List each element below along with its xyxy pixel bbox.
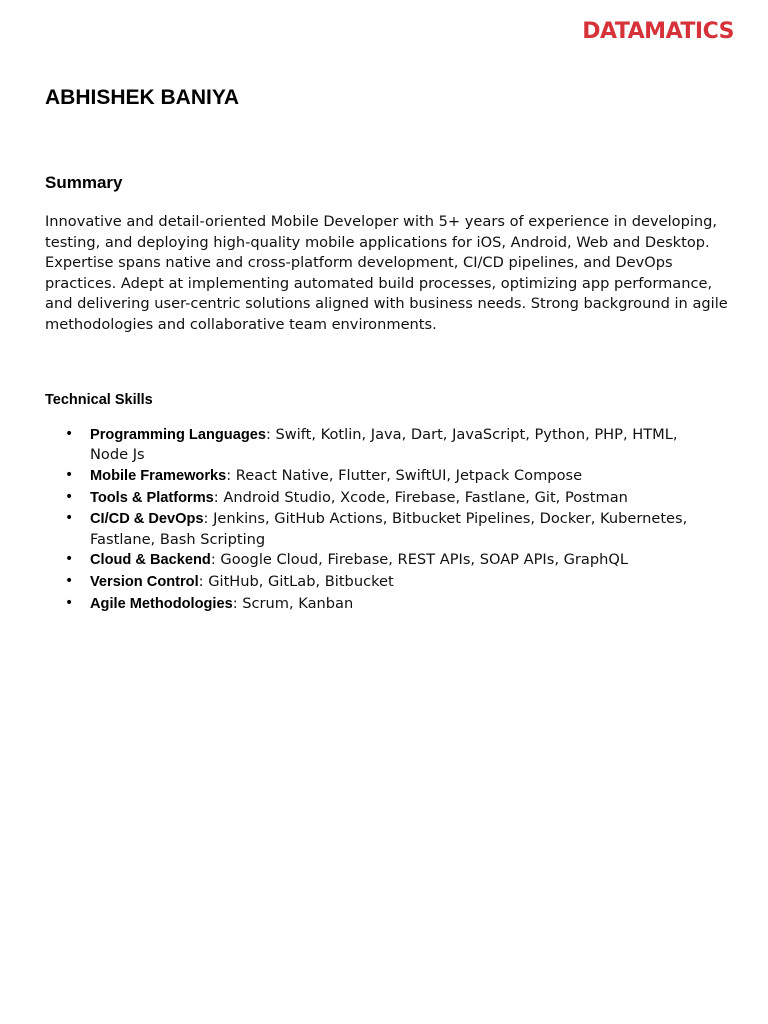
skill-label: Mobile Frameworks <box>90 467 227 484</box>
technical-skills-heading: Technical Skills <box>45 392 153 408</box>
bullet-icon: • <box>65 488 74 505</box>
skill-value: : React Native, Flutter, SwiftUI, Jetpack Compose <box>226 466 583 484</box>
bullet-icon: • <box>65 572 74 589</box>
company-logo: DATAMATICS <box>582 19 734 44</box>
skill-value: : GitHub, GitLab, Bitbucket <box>198 572 394 590</box>
bullet-icon: • <box>65 510 74 527</box>
skill-item-tools-platforms <box>45 488 715 508</box>
skill-label: Agile Methodologies <box>90 595 233 612</box>
skill-value: : Android Studio, Xcode, Firebase, Fastlane, Git, Postman <box>213 488 628 506</box>
skill-item-cicd-devops <box>45 509 715 548</box>
skill-value: : Swift, Kotlin, Java, Dart, JavaScript, Python, PHP, HTML, Node Js <box>90 426 678 464</box>
skill-item-mobile-frameworks <box>45 466 715 486</box>
technical-skills-list <box>45 425 715 615</box>
skill-label: CI/CD & DevOps <box>90 511 204 528</box>
skill-label: Cloud & Backend <box>90 552 211 569</box>
summary-paragraph: Innovative and detail-oriented Mobile Developer with 5+ years of experience in developing, testing, and deploying high-quality mobile applications for iOS, Android, Web and Desktop. Expertise spans native and cross-platform development, CI/CD pipelines, and DevOps practices. Adept at implementing automated build processes, optimizing app performance, and delivering user-centric solutions aligned with business needs. Strong background in agile methodologies and collaborative team environments. <box>45 213 728 333</box>
candidate-name: ABHISHEK BANIYA <box>45 86 240 109</box>
bullet-icon: • <box>65 594 74 611</box>
skill-label: Version Control <box>90 573 199 590</box>
skill-value: : Jenkins, GitHub Actions, Bitbucket Pipelines, Docker, Kubernetes, Fastlane, Bash Scripting <box>90 510 688 548</box>
skill-item-cloud-backend <box>45 550 715 570</box>
skill-item-version-control <box>45 572 715 592</box>
skill-value: : Scrum, Kanban <box>232 594 354 612</box>
bullet-icon: • <box>65 466 74 483</box>
summary-heading: Summary <box>45 173 123 192</box>
skill-label: Programming Languages <box>90 427 266 443</box>
skill-value: : Google Cloud, Firebase, REST APIs, SOAP APIs, GraphQL <box>210 551 628 569</box>
skill-item-programming-languages <box>45 425 715 464</box>
bullet-icon: • <box>65 426 74 442</box>
skill-label: Tools & Platforms <box>90 489 214 506</box>
bullet-icon: • <box>65 551 74 568</box>
skill-item-agile-methodologies <box>45 594 715 614</box>
